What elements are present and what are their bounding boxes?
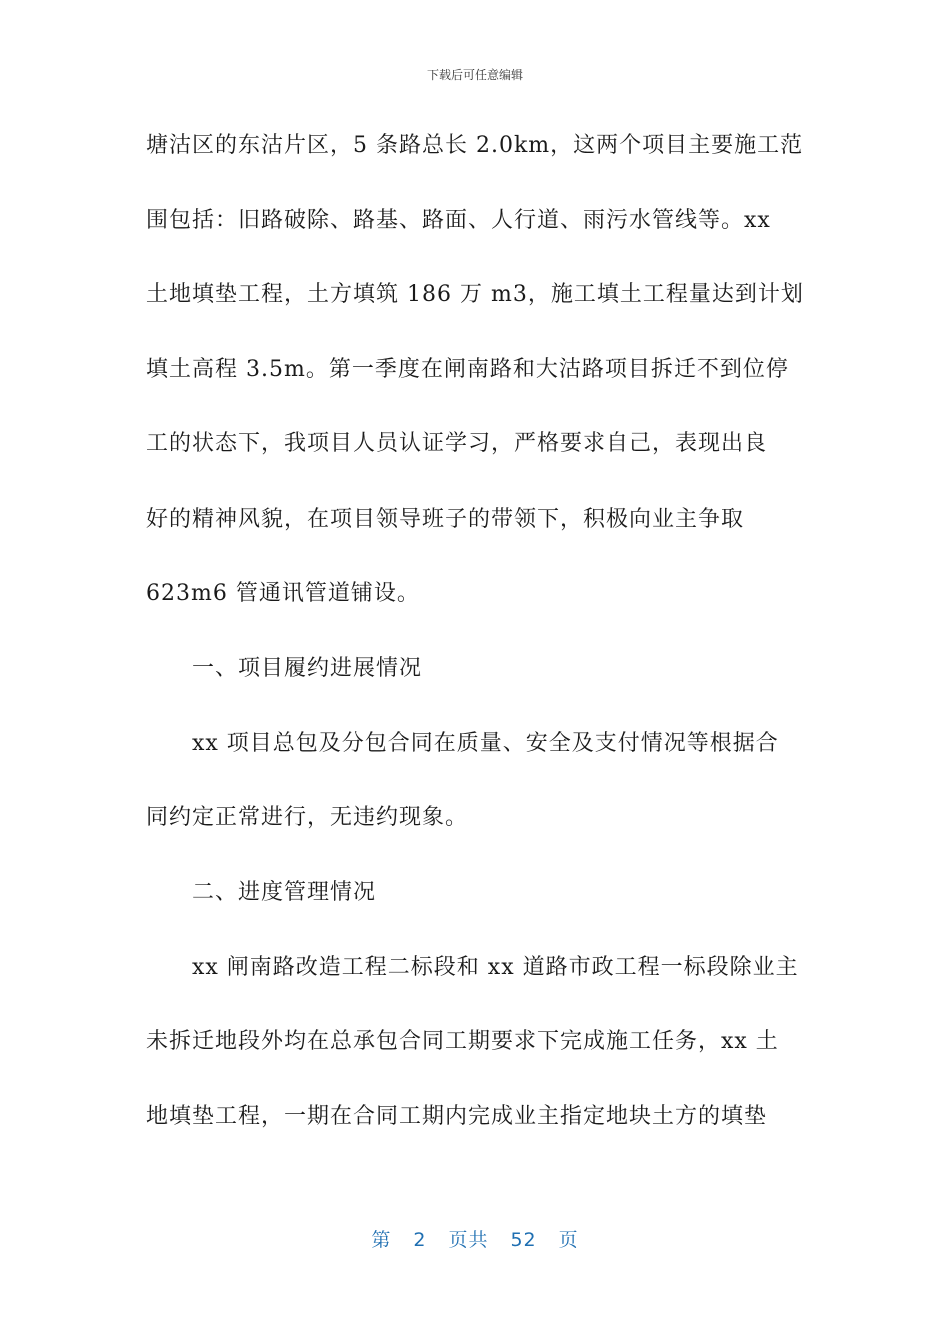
body-line-14: 地填垫工程，一期在合同工期内完成业主指定地块土方的填垫 — [146, 1104, 768, 1129]
page-footer — [0, 1225, 950, 1252]
header-note: 下载后可任意编辑 — [426, 68, 523, 82]
body-line-3: 土地填垫工程，土方填筑 186 万 m3，施工填土工程量达到计划 — [146, 282, 804, 307]
body-line-2: 围包括：旧路破除、路基、路面、人行道、雨污水管线等。xx — [146, 208, 771, 233]
section-heading-1: 一、项目履约进展情况 — [192, 656, 423, 681]
body-line-13: 未拆迁地段外均在总承包合同工期要求下完成施工任务，xx 土 — [146, 1029, 779, 1054]
current-page-number: 2 — [413, 1229, 427, 1251]
body-line-1: 塘沽区的东沽片区，5 条路总长 2.0km，这两个项目主要施工范 — [146, 133, 804, 158]
footer-middle: 页共 — [448, 1229, 489, 1251]
body-line-10: 同约定正常进行，无违约现象。 — [146, 805, 469, 830]
body-line-5: 工的状态下，我项目人员认证学习，严格要求自己，表现出良 — [146, 431, 768, 456]
body-line-7: 623m6 管通讯管道铺设。 — [146, 581, 420, 606]
section-heading-2: 二、进度管理情况 — [192, 880, 377, 905]
body-line-12: xx 闸南路改造工程二标段和 xx 道路市政工程一标段除业主 — [192, 955, 799, 980]
body-line-4: 填土高程 3.5m。第一季度在闸南路和大沽路项目拆迁不到位停 — [146, 357, 789, 382]
body-line-9: xx 项目总包及分包合同在质量、安全及支付情况等根据合 — [192, 731, 779, 756]
body-line-6: 好的精神风貌，在项目领导班子的带领下，积极向业主争取 — [146, 507, 745, 532]
footer-suffix: 页 — [558, 1229, 579, 1251]
total-page-number: 52 — [510, 1229, 537, 1251]
footer-prefix: 第 — [371, 1229, 392, 1251]
